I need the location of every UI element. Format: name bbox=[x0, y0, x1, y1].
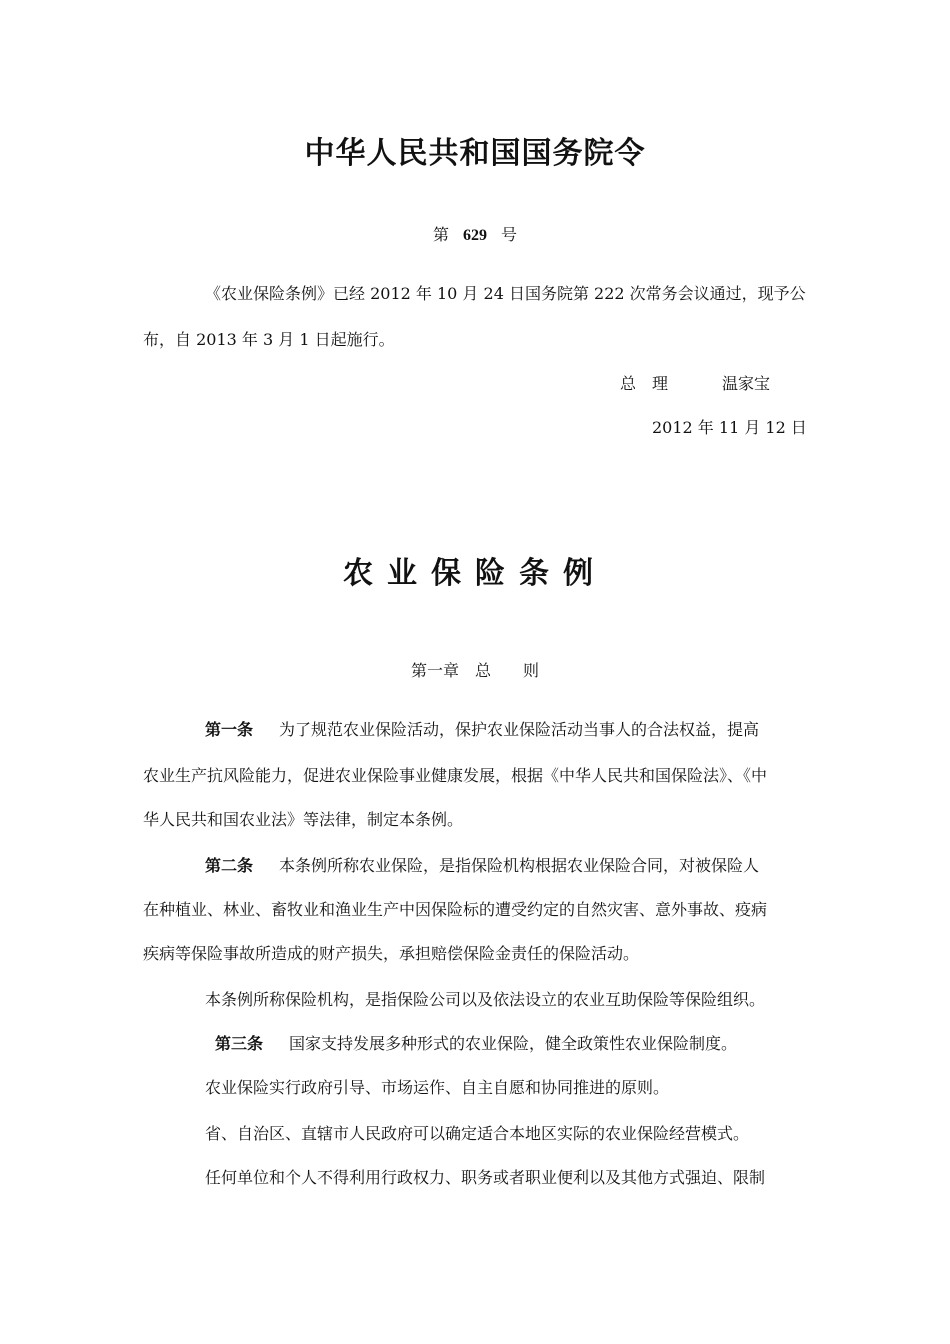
article-1-line-2: 农业生产抗风险能力，促进农业保险事业健康发展，根据《中华人民共和国保险法》、《中 bbox=[143, 766, 768, 785]
article-2-line-3: 疾病等保险事故所造成的财产损失，承担赔偿保险金责任的保险活动。 bbox=[143, 944, 640, 963]
article-3-paragraph-4: 任何单位和个人不得利用行政权力、职务或者职业便利以及其他方式强迫、限制 bbox=[205, 1168, 766, 1187]
article-2-first-line bbox=[205, 856, 759, 876]
article-2-text: 本条例所称农业保险，是指保险机构根据农业保险合同，对被保险人 bbox=[279, 856, 760, 875]
signature-name: 温家宝 bbox=[722, 374, 771, 393]
order-number-line bbox=[0, 222, 950, 245]
signature-role: 总理 bbox=[620, 374, 685, 393]
article-1-line-3: 华人民共和国农业法》等法律，制定本条例。 bbox=[143, 810, 464, 829]
promulgation-line-2: 布，自 2013 年 3 月 1 日起施行。 bbox=[143, 330, 395, 349]
article-3-paragraph-3: 省、自治区、直辖市人民政府可以确定适合本地区实际的农业保险经营模式。 bbox=[205, 1124, 750, 1143]
chapter-heading: 第一章 总 则 bbox=[410, 661, 539, 680]
article-2-line-2: 在种植业、林业、畜牧业和渔业生产中因保险标的遭受约定的自然灾害、意外事故、疫病 bbox=[143, 900, 768, 919]
decree-title: 中华人民共和国国务院令 bbox=[304, 136, 646, 171]
promulgation-line-1: 《农业保险条例》已经 2012 年 10 月 24 日国务院第 222 次常务会议通过，现予公 bbox=[205, 284, 806, 303]
order-number: 629 bbox=[463, 227, 487, 244]
article-3-text: 国家支持发展多种形式的农业保险，健全政策性农业保险制度。 bbox=[289, 1034, 738, 1053]
article-1-first-line bbox=[205, 720, 759, 740]
signature-line bbox=[620, 374, 770, 394]
article-2-label: 第二条 bbox=[205, 856, 254, 875]
law-title: 农业保险条例 bbox=[343, 556, 607, 591]
order-suffix: 号 bbox=[501, 225, 518, 244]
article-3-first-line bbox=[215, 1034, 737, 1054]
article-1-label: 第一条 bbox=[205, 720, 254, 739]
signature-date: 2012 年 11 月 12 日 bbox=[652, 418, 807, 437]
article-1-text: 为了规范农业保险活动，保护农业保险活动当事人的合法权益，提高 bbox=[279, 720, 760, 739]
order-prefix: 第 bbox=[432, 225, 449, 244]
article-3-paragraph-2: 农业保险实行政府引导、市场运作、自主自愿和协同推进的原则。 bbox=[205, 1078, 670, 1097]
article-2-paragraph-2: 本条例所称保险机构，是指保险公司以及依法设立的农业互助保险等保险组织。 bbox=[205, 990, 766, 1009]
article-3-label: 第三条 bbox=[215, 1034, 264, 1053]
